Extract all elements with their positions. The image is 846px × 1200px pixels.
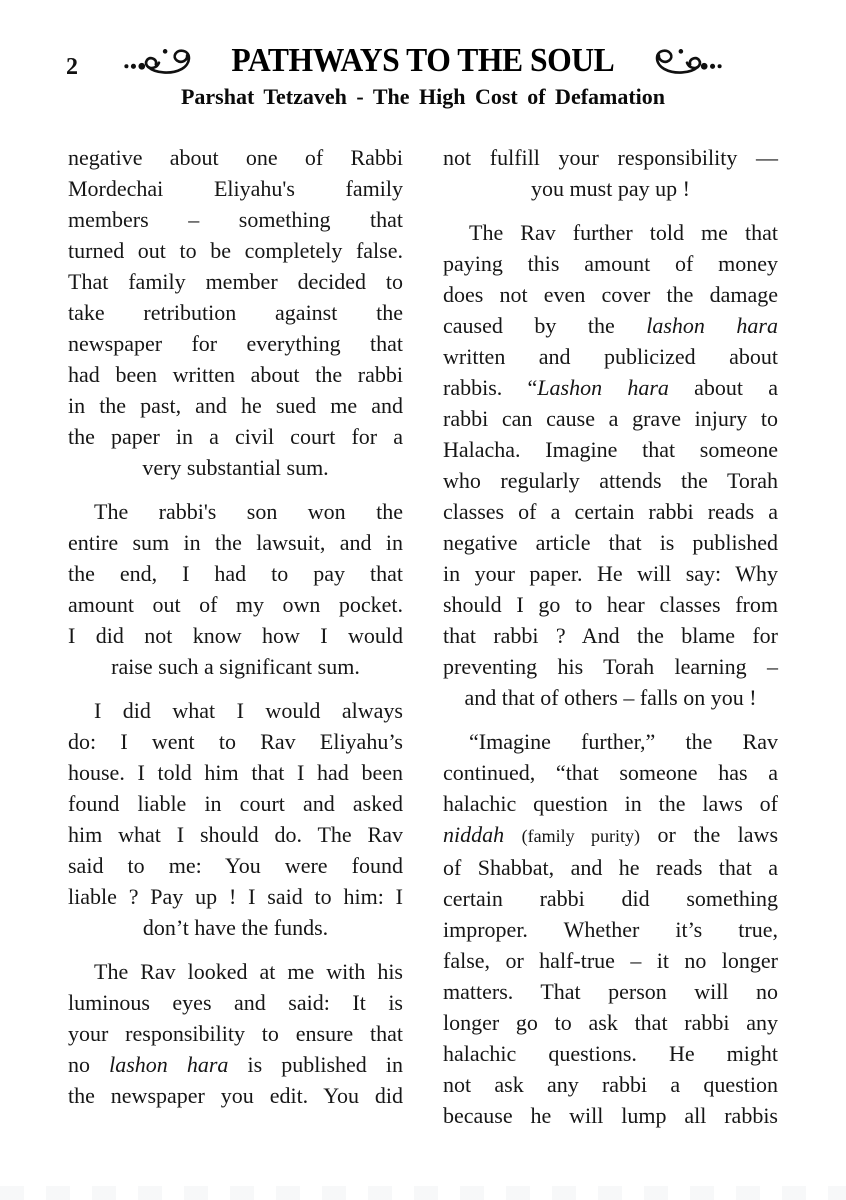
paragraph	[68, 496, 403, 682]
text-line: that rabbi ? And the blame for	[443, 623, 778, 648]
text-line: of Shabbat, and he reads that a	[443, 855, 778, 880]
left-column	[68, 142, 403, 1144]
page-subtitle: Parshat Tetzaveh - The High Cost of Defamation	[180, 84, 666, 109]
text-line: The Rav looked at me with his	[94, 959, 403, 984]
scroll-flourish-icon-mirrored	[636, 43, 724, 79]
paragraph	[68, 956, 403, 1111]
text-line: house. I told him that I had been	[68, 760, 403, 785]
text-line: negative article that is published	[443, 530, 778, 555]
text-line: you must pay up !	[531, 176, 690, 201]
text-line: take retribution against the	[68, 300, 403, 325]
paragraph	[443, 142, 778, 204]
two-column-text	[68, 142, 778, 1144]
text-line: I did not know how I would	[68, 623, 403, 648]
text-line: in the past, and he sued me and	[68, 393, 403, 418]
right-column	[443, 142, 778, 1144]
text-line: your responsibility to ensure that	[68, 1021, 403, 1046]
text-line: do: I went to Rav Eliyahu’s	[68, 729, 403, 754]
text-line: luminous eyes and said: It is	[68, 990, 403, 1015]
text-line: continued, “that someone has a	[443, 760, 778, 785]
text-line: the newspaper you edit. You did	[68, 1083, 403, 1108]
text-line: not fulfill your responsibility —	[443, 145, 778, 170]
text-line: found liable in court and asked	[68, 791, 403, 816]
text-line: rabbi can cause a grave injury to	[443, 406, 778, 431]
text-line: written and publicized about	[443, 344, 778, 369]
text-line: Mordechai Eliyahu's family	[68, 176, 403, 201]
paragraph	[443, 726, 778, 1131]
text-line: entire sum in the lawsuit, and in	[68, 530, 403, 555]
text-line: raise such a significant sum.	[111, 654, 360, 679]
paragraph	[68, 142, 403, 483]
text-line: amount out of my own pocket.	[68, 592, 403, 617]
text-line: niddah (family purity) or the laws	[443, 822, 779, 847]
text-line: That family member decided to	[68, 269, 403, 294]
text-line: negative about one of Rabbi	[68, 145, 403, 170]
title-row	[0, 42, 846, 80]
text-line: classes of a certain rabbi reads a	[443, 499, 778, 524]
text-line: the end, I had to pay that	[68, 561, 403, 586]
text-line: “Imagine further,” the Rav	[469, 729, 778, 754]
text-line: said to me: You were found	[68, 853, 403, 878]
text-line: caused by the lashon hara	[443, 313, 778, 338]
text-line: halachic questions. He might	[443, 1041, 778, 1066]
text-line: newspaper for everything that	[68, 331, 403, 356]
text-line: and that of others – falls on you !	[464, 685, 757, 710]
text-line: The rabbi's son won the	[94, 499, 403, 524]
text-line: don’t have the funds.	[142, 915, 329, 940]
text-line: matters. That person will no	[443, 979, 778, 1004]
text-line: very substantial sum.	[142, 455, 329, 480]
text-line: paying this amount of money	[443, 251, 778, 276]
paragraph	[68, 695, 403, 943]
text-line: longer go to ask that rabbi any	[443, 1010, 778, 1035]
text-line: the paper in a civil court for a	[68, 424, 403, 449]
text-line: him what I should do. The Rav	[68, 822, 403, 847]
scroll-flourish-icon	[122, 43, 210, 79]
text-line: I did what I would always	[94, 698, 403, 723]
text-line: in your paper. He will say: Why	[443, 561, 778, 586]
text-line: had been written about the rabbi	[68, 362, 403, 387]
text-line: not ask any rabbi a question	[443, 1072, 778, 1097]
text-line: improper. Whether it’s true,	[443, 917, 778, 942]
text-line: who regularly attends the Torah	[443, 468, 778, 493]
text-line: preventing his Torah learning –	[443, 654, 778, 679]
page-title: PATHWAYS TO THE SOUL	[231, 42, 615, 79]
text-line: turned out to be completely false.	[68, 238, 403, 263]
text-line: because he will lump all rabbis	[443, 1103, 778, 1128]
text-line: halachic question in the laws of	[443, 791, 778, 816]
text-line: does not even cover the damage	[443, 282, 778, 307]
text-line: liable ? Pay up ! I said to him: I	[68, 884, 403, 909]
text-line: should I go to hear classes from	[443, 592, 778, 617]
text-line: members – something that	[68, 207, 403, 232]
text-line: false, or half-true – it no longer	[443, 948, 778, 973]
page-bottom-bleed-through	[0, 1186, 846, 1200]
page-number: 2	[66, 54, 78, 80]
text-line: no lashon hara is published in	[68, 1052, 404, 1077]
paragraph	[443, 217, 778, 713]
text-line: rabbis. “Lashon hara about a	[443, 375, 779, 400]
text-line: Halacha. Imagine that someone	[443, 437, 778, 462]
page-header	[0, 42, 846, 110]
text-line: The Rav further told me that	[469, 220, 778, 245]
text-line: certain rabbi did something	[443, 886, 778, 911]
